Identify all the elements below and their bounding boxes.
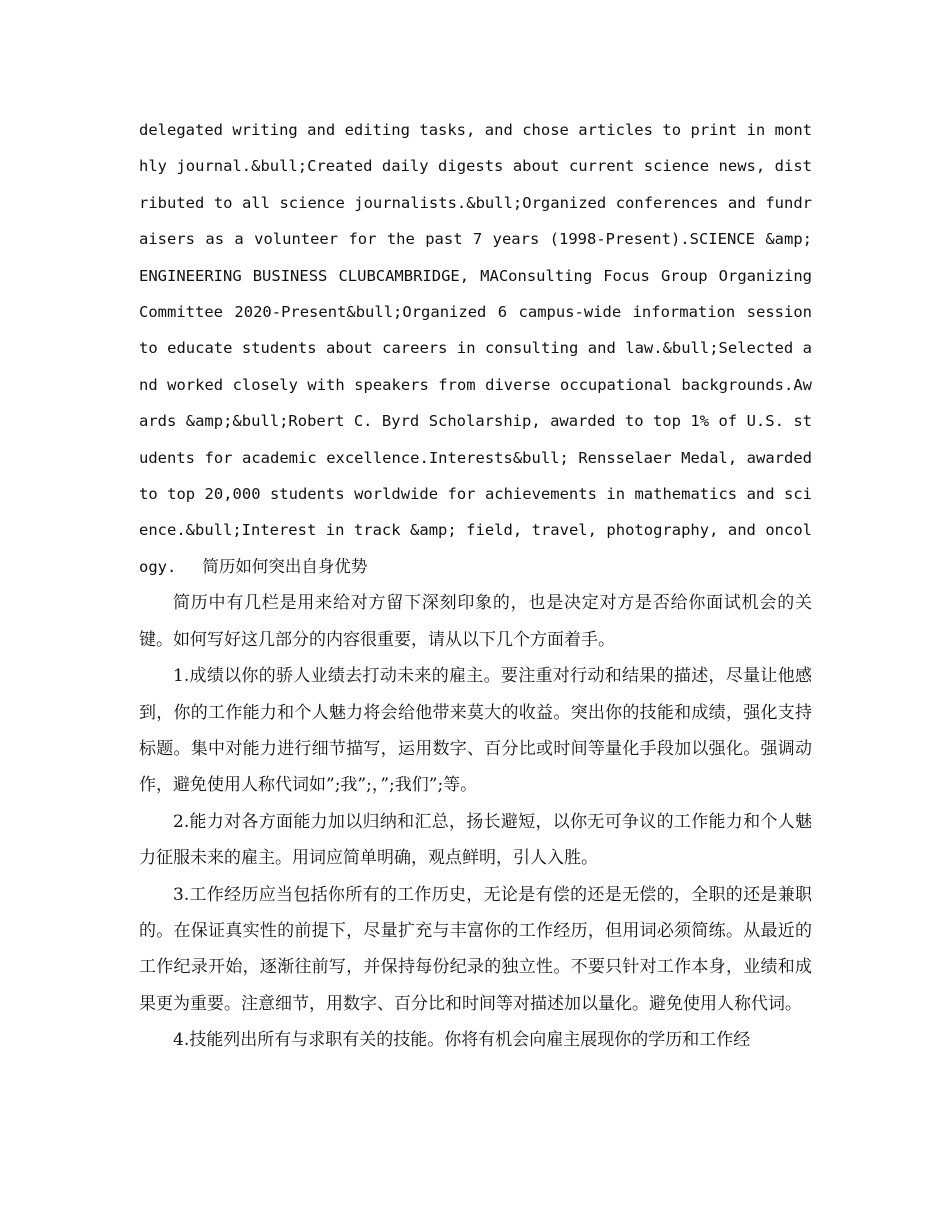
paragraph-intro: 简历中有几栏是用来给对方留下深刻印象的，也是决定对方是否给你面试机会的关键。如何写好这几部分的内容很重要，请从以下几个方面着手。 (139, 593, 812, 650)
document-page (139, 112, 812, 1059)
paragraph-work-experience: 3.工作经历应当包括你所有的工作历史，无论是有偿的还是无偿的，全职的还是兼职的。在保证真实性的前提下，尽量扩充与丰富你的工作经历，但用词必须简练。从最近的工作纪录开始，逐渐往前写，并保持每份纪录的独立性。不要只针对工作本身，业绩和成果更为重要。注意细节，用数字、百分比和时间等对描述加以量化。避免使用人称代词。 (139, 884, 812, 1014)
paragraph-abilities: 2.能力对各方面能力加以归纳和汇总，扬长避短，以你无可争议的工作能力和个人魅力征服未来的雇主。用词应简单明确，观点鲜明，引人入胜。 (139, 811, 812, 869)
resume-english-text (139, 112, 812, 585)
resume-english-body: delegated writing and editing tasks, and chose articles to print in monthly journal.&bull;Created daily digests about current science news, distributed to all science journalists.&bull;Organized conferences and fundraisers as a volunteer for the past 7 years (1998-Present).SCIENCE &amp; ENGINEERING BUSINESS CLUBCAMBRIDGE, MAConsulting Focus Group Organizing Committee 2020-Present&bull;Organized 6 campus-wide information session to educate students about careers in consulting and law.&bull;Selected and worked closely with speakers from diverse occupational backgrounds.Awards &amp;&bull;Robert C. Byrd Scholarship, awarded to top 1% of U.S. students for academic excellence.Interests&bull; Rensselaer Medal, awarded to top 20,000 students worldwide for achievements in mathematics and science.&bull;Interest in track &amp; field, travel, photography, and oncology. (139, 121, 812, 576)
section-heading: 简历如何突出自身优势 (202, 556, 368, 576)
paragraph-skills: 4.技能列出所有与求职有关的技能。你将有机会向雇主展现你的学历和工作经 (173, 1030, 751, 1051)
paragraph-achievements: 1.成绩以你的骄人业绩去打动未来的雇主。要注重对行动和结果的描述，尽量让他感到，你的工作能力和个人魅力将会给他带来莫大的收益。突出你的技能和成绩，强化支持标题。集中对能力进行细节描写，运用数字、百分比或时间等量化手段加以强化。强调动作，避免使用人称代词如”;我”;，”;我们”;等。 (139, 666, 812, 796)
